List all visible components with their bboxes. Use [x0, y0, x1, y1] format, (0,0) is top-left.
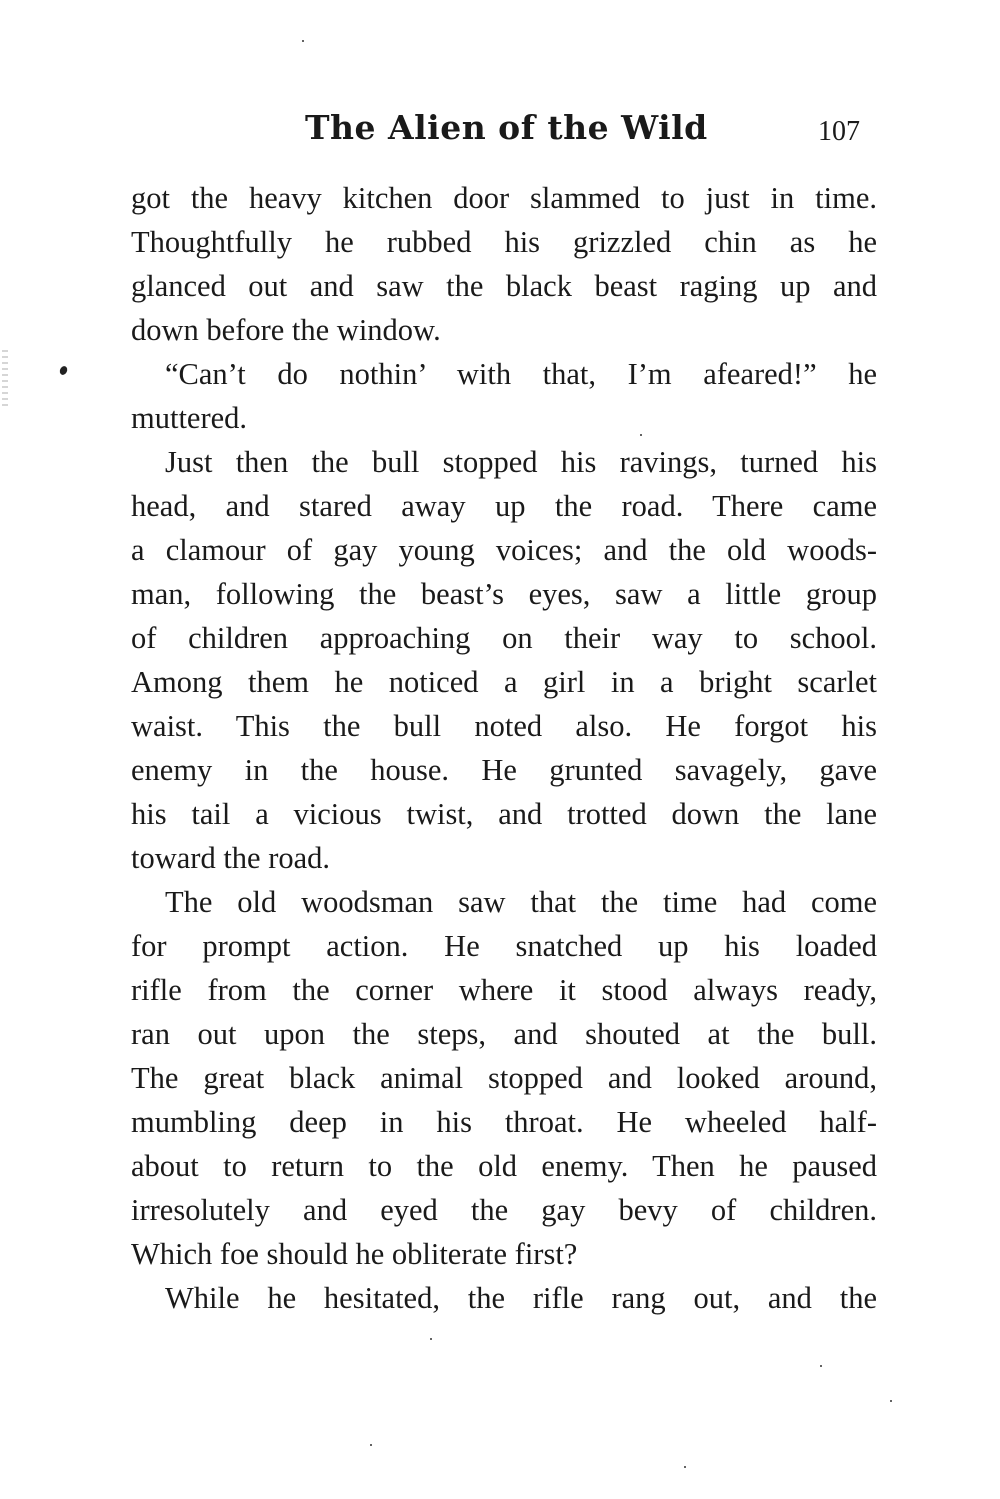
paper-speck — [684, 1466, 686, 1468]
text-line: his tail a vicious twist, and trotted down the lane — [131, 797, 877, 831]
paper-speck — [890, 1400, 892, 1402]
text-line: a clamour of gay young voices; and the old woods- — [131, 533, 877, 567]
text-line: “Can’t do nothin’ with that, I’m afeared!” he — [165, 357, 877, 391]
text-line: of children approaching on their way to school. — [131, 621, 877, 655]
paper-speck — [820, 1365, 822, 1367]
running-head: The Alien of the Wild — [305, 108, 708, 147]
page-edge-mark — [2, 350, 8, 410]
text-line: While he hesitated, the rifle rang out, and the — [165, 1281, 877, 1315]
text-line: got the heavy kitchen door slammed to just in time. — [131, 181, 877, 215]
margin-ink-spot — [58, 365, 68, 376]
paper-speck — [370, 1444, 372, 1446]
text-line: Just then the bull stopped his ravings, turned his — [165, 445, 877, 479]
body-text — [131, 176, 877, 1320]
text-line: rifle from the corner where it stood always ready, — [131, 973, 877, 1007]
text-line: head, and stared away up the road. There came — [131, 489, 877, 523]
text-line: about to return to the old enemy. Then he paused — [131, 1149, 877, 1183]
text-line: Among them he noticed a girl in a bright scarlet — [131, 665, 877, 699]
text-line: waist. This the bull noted also. He forgot his — [131, 709, 877, 743]
text-line: Which foe should he obliterate first? — [131, 1237, 578, 1271]
page-number: 107 — [818, 116, 860, 147]
text-line: Thoughtfully he rubbed his grizzled chin as he — [131, 225, 877, 259]
paper-speck — [430, 1338, 432, 1340]
text-line: ran out upon the steps, and shouted at the bull. — [131, 1017, 877, 1051]
text-line: man, following the beast’s eyes, saw a little group — [131, 577, 877, 611]
paper-speck — [640, 434, 642, 436]
text-line: irresolutely and eyed the gay bevy of children. — [131, 1193, 877, 1227]
text-line: The old woodsman saw that the time had come — [165, 885, 877, 919]
text-line: toward the road. — [131, 841, 331, 875]
text-line: glanced out and saw the black beast raging up and — [131, 269, 877, 303]
text-line: down before the window. — [131, 313, 441, 347]
text-line: for prompt action. He snatched up his loaded — [131, 929, 877, 963]
text-line: mumbling deep in his throat. He wheeled half- — [131, 1105, 877, 1139]
text-line: The great black animal stopped and looked around, — [131, 1061, 877, 1095]
text-line: enemy in the house. He grunted savagely, gave — [131, 753, 877, 787]
paper-speck — [302, 40, 304, 42]
text-line: muttered. — [131, 401, 248, 435]
